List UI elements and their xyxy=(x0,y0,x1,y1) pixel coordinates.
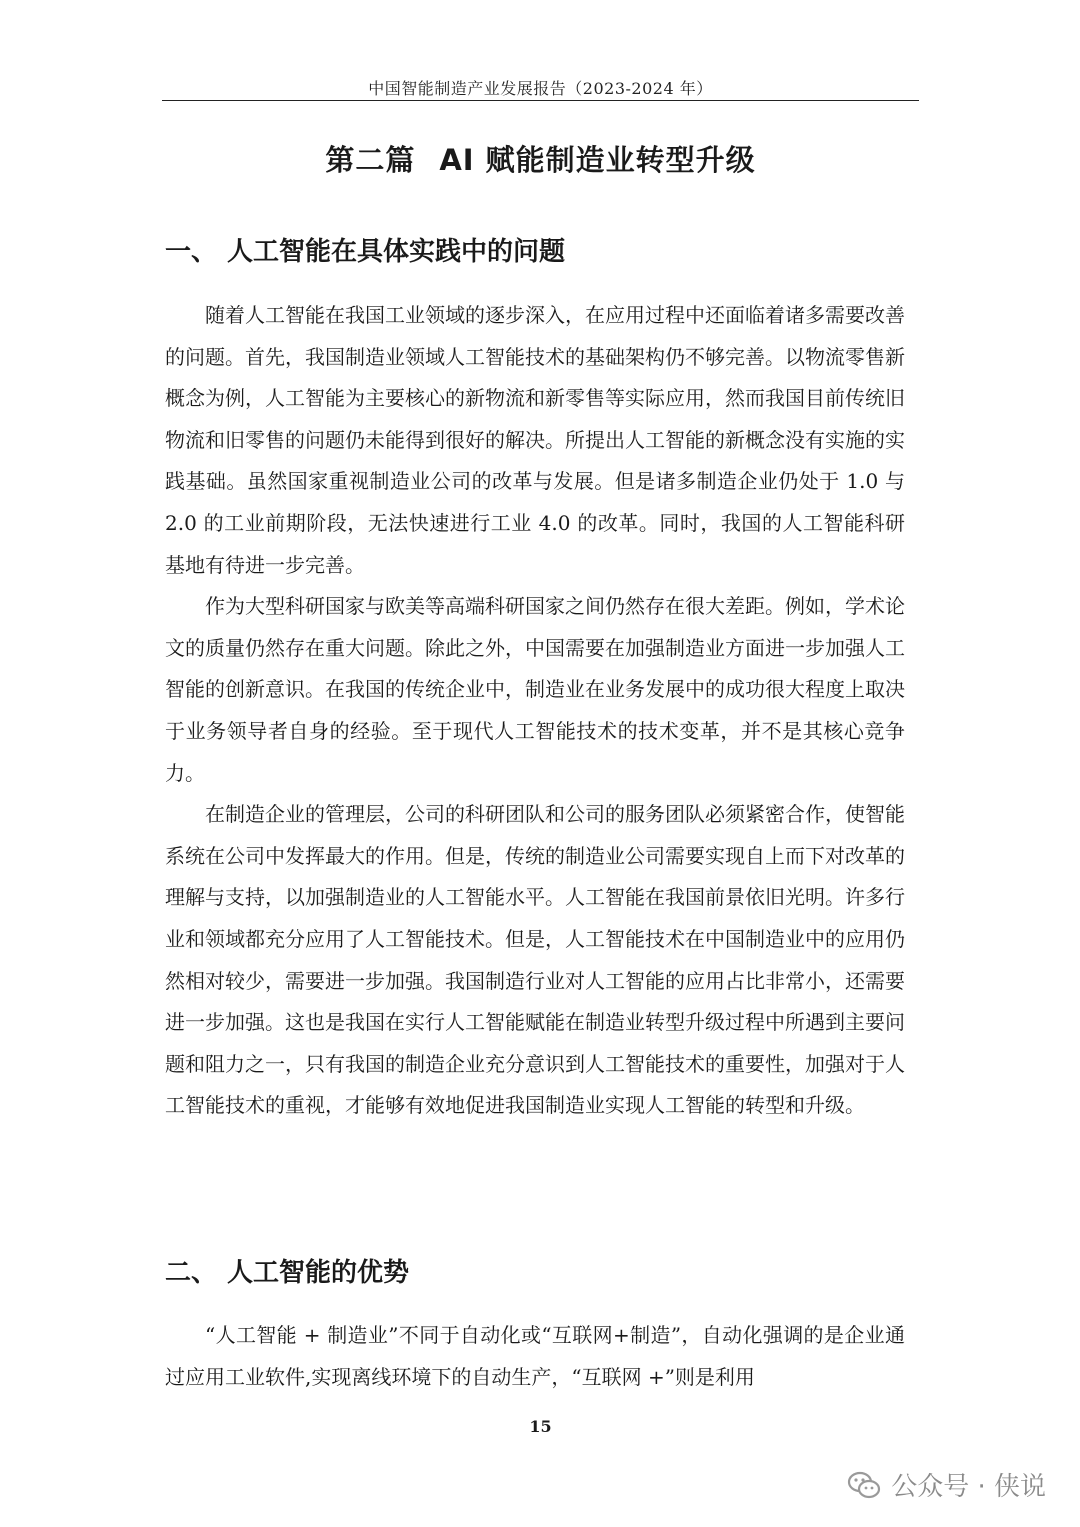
section-heading-1 xyxy=(165,231,922,268)
paragraph: 作为大型科研国家与欧美等高端科研国家之间仍然存在很大差距。例如，学术论文的质量仍然存在重大问题。除此之外，中国需要在加强制造业方面进一步加强人工智能的创新意识。在我国的传统企业中，制造业在业务发展中的成功很大程度上取决于业务领导者自身的经验。至于现代人工智能技术的技术变革，并不是其核心竞争力。 xyxy=(165,594,905,785)
section-heading-2 xyxy=(165,1252,922,1289)
watermark-text: 公众号 · 侠说 xyxy=(891,1472,1046,1502)
section-number: 二、 xyxy=(165,1258,218,1288)
section-2-body xyxy=(165,1315,905,1398)
header-rule xyxy=(162,100,919,101)
section-title: 人工智能在具体实践中的问题 xyxy=(227,237,566,267)
paragraph: “人工智能 + 制造业”不同于自动化或“互联网+制造”，自动化强调的是企业通过应用工业软件,实现离线环境下的自动生产，“互联网 +”则是利用 xyxy=(165,1323,905,1389)
section-title: 人工智能的优势 xyxy=(227,1258,410,1288)
page-number: 15 xyxy=(529,1417,552,1436)
part-title-text: AI 赋能制造业转型升级 xyxy=(439,143,756,177)
running-header: 中国智能制造产业发展报告（2023-2024 年） xyxy=(368,79,713,98)
paragraph: 在制造企业的管理层，公司的科研团队和公司的服务团队必须紧密合作，使智能系统在公司中发挥最大的作用。但是，传统的制造业公司需要实现自上而下对改革的理解与支持，以加强制造业的人工智能水平。人工智能在我国前景依旧光明。许多行业和领域都充分应用了人工智能技术。但是，人工智能技术在中国制造业中的应用仍然相对较少，需要进一步加强。我国制造行业对人工智能的应用占比非常小，还需要进一步加强。这也是我国在实行人工智能赋能在制造业转型升级过程中所遇到主要问题和阻力之一，只有我国的制造企业充分意识到人工智能技术的重要性，加强对于人工智能技术的重视，才能够有效地促进我国制造业实现人工智能的转型和升级。 xyxy=(165,802,905,1118)
part-label: 第二篇 xyxy=(325,143,416,177)
watermark xyxy=(847,1466,1046,1503)
section-1-body xyxy=(165,295,905,1127)
part-title xyxy=(162,138,919,179)
wechat-icon xyxy=(847,1470,881,1500)
section-number: 一、 xyxy=(165,237,218,267)
paragraph: 随着人工智能在我国工业领域的逐步深入，在应用过程中还面临着诸多需要改善的问题。首先，我国制造业领域人工智能技术的基础架构仍不够完善。以物流零售新概念为例，人工智能为主要核心的新物流和新零售等实际应用，然而我国目前传统旧物流和旧零售的问题仍未能得到很好的解决。所提出人工智能的新概念没有实施的实践基础。虽然国家重视制造业公司的改革与发展。但是诸多制造企业仍处于 1.0 与 2.0 的工业前期阶段，无法快速进行工业 4.0 的改革。同时，我国的人工智能科研基地有待进一步完善。 xyxy=(165,303,905,577)
